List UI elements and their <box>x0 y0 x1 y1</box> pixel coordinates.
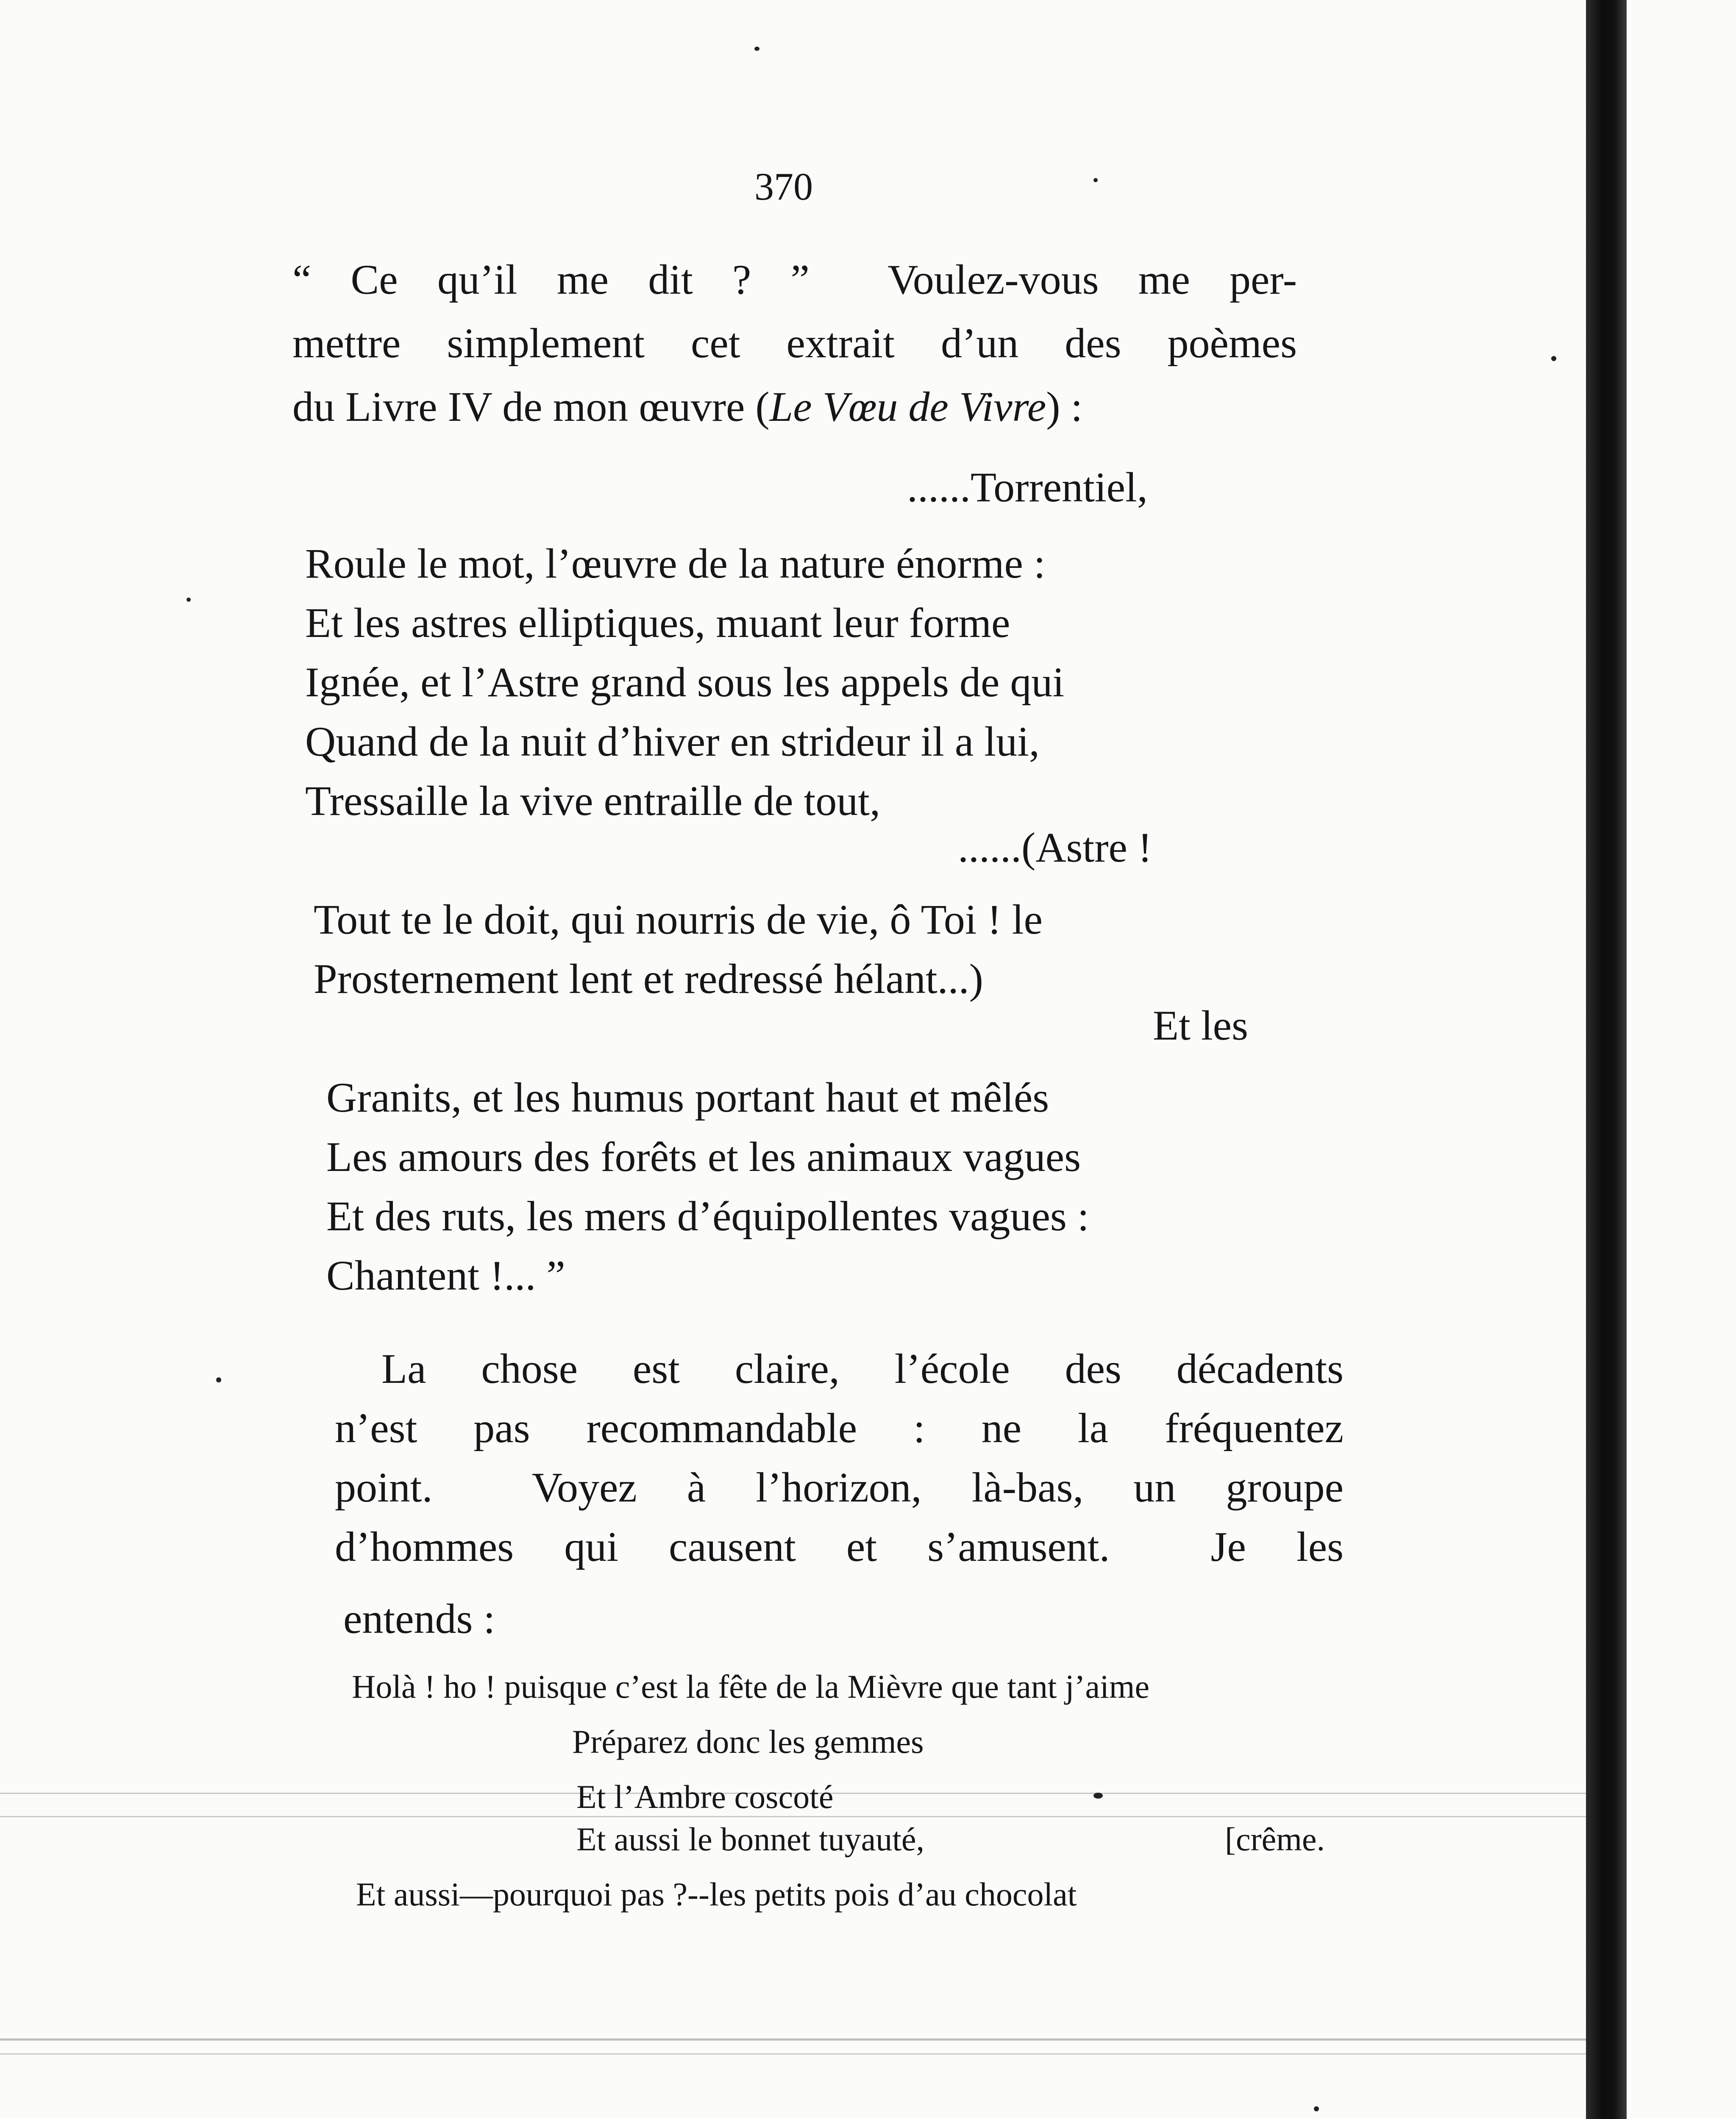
poem-line: ......Torrentiel, <box>907 464 1148 511</box>
poem2-line: Et l’Ambre coscoté <box>576 1778 834 1815</box>
ink-speck <box>754 47 760 51</box>
ink-speck <box>1093 178 1098 182</box>
poem-line: Tout te le doit, qui nourris de vie, ô Toi ! le <box>314 896 1043 943</box>
poem2-line: Préparez donc les gemmes <box>572 1723 924 1760</box>
poem-line: Et les astres elliptiques, muant leur forme <box>305 599 1010 646</box>
work-title: Le Vœu de Vivre <box>769 383 1046 430</box>
ink-speck <box>1551 356 1556 361</box>
poem-line: Les amours des forêts et les animaux vagues <box>326 1133 1081 1180</box>
poem2-line: Holà ! ho ! puisque c’est la fête de la Mièvre que tant j’aime <box>352 1668 1150 1705</box>
intro-text: ) : <box>1046 383 1083 430</box>
paragraph-line: La chose est claire, l’école des décadents <box>381 1345 1344 1392</box>
ink-speck <box>1093 1793 1103 1799</box>
paragraph-line: n’est pas recommandable : ne la fréquentez <box>335 1404 1344 1452</box>
poem-line: ......(Astre ! <box>958 824 1152 871</box>
poem-line: Quand de la nuit d’hiver en strideur il a lui, <box>305 718 1040 765</box>
intro-line: mettre simplement cet extrait d’un des poèmes <box>292 320 1297 367</box>
poem-line: Roule le mot, l’œuvre de la nature énorme : <box>305 540 1046 587</box>
poem-line: Et des ruts, les mers d’équipollentes vagues : <box>326 1193 1089 1240</box>
ink-speck <box>186 598 191 602</box>
poem-line: Ignée, et l’Astre grand sous les appels de qui <box>305 659 1065 706</box>
intro-line <box>292 381 1082 432</box>
poem2-line: [crême. <box>1225 1821 1325 1858</box>
intro-line: “ Ce qu’il me dit ? ” Voulez-vous me per- <box>292 256 1297 303</box>
poem-line: Prosternement lent et redressé hélant...) <box>314 955 983 1002</box>
poem2-line: Et aussi—pourquoi pas ?--les petits pois d’au chocolat <box>356 1876 1077 1913</box>
scan-artifact-line <box>0 2038 1586 2041</box>
poem2-line: Et aussi le bonnet tuyauté, <box>576 1821 924 1858</box>
poem-line: Chantent !... ” <box>326 1252 565 1299</box>
intro-text: du Livre IV de mon œuvre ( <box>292 383 770 430</box>
paragraph-line: entends : <box>343 1595 495 1642</box>
paragraph-line: d’hommes qui causent et s’amusent. Je les <box>335 1523 1344 1570</box>
scan-artifact-line <box>0 2053 1586 2055</box>
ink-speck <box>1314 2106 1319 2111</box>
book-spine-shadow <box>1586 0 1627 2119</box>
ink-speck <box>216 1377 221 1382</box>
poem-line: Et les <box>1153 1002 1248 1049</box>
paragraph-line: point. Voyez à l’horizon, là-bas, un groupe <box>335 1464 1344 1511</box>
page-number: 370 <box>754 165 813 208</box>
poem-line: Tressaille la vive entraille de tout, <box>305 777 881 824</box>
poem-line: Granits, et les humus portant haut et mêlés <box>326 1074 1049 1121</box>
